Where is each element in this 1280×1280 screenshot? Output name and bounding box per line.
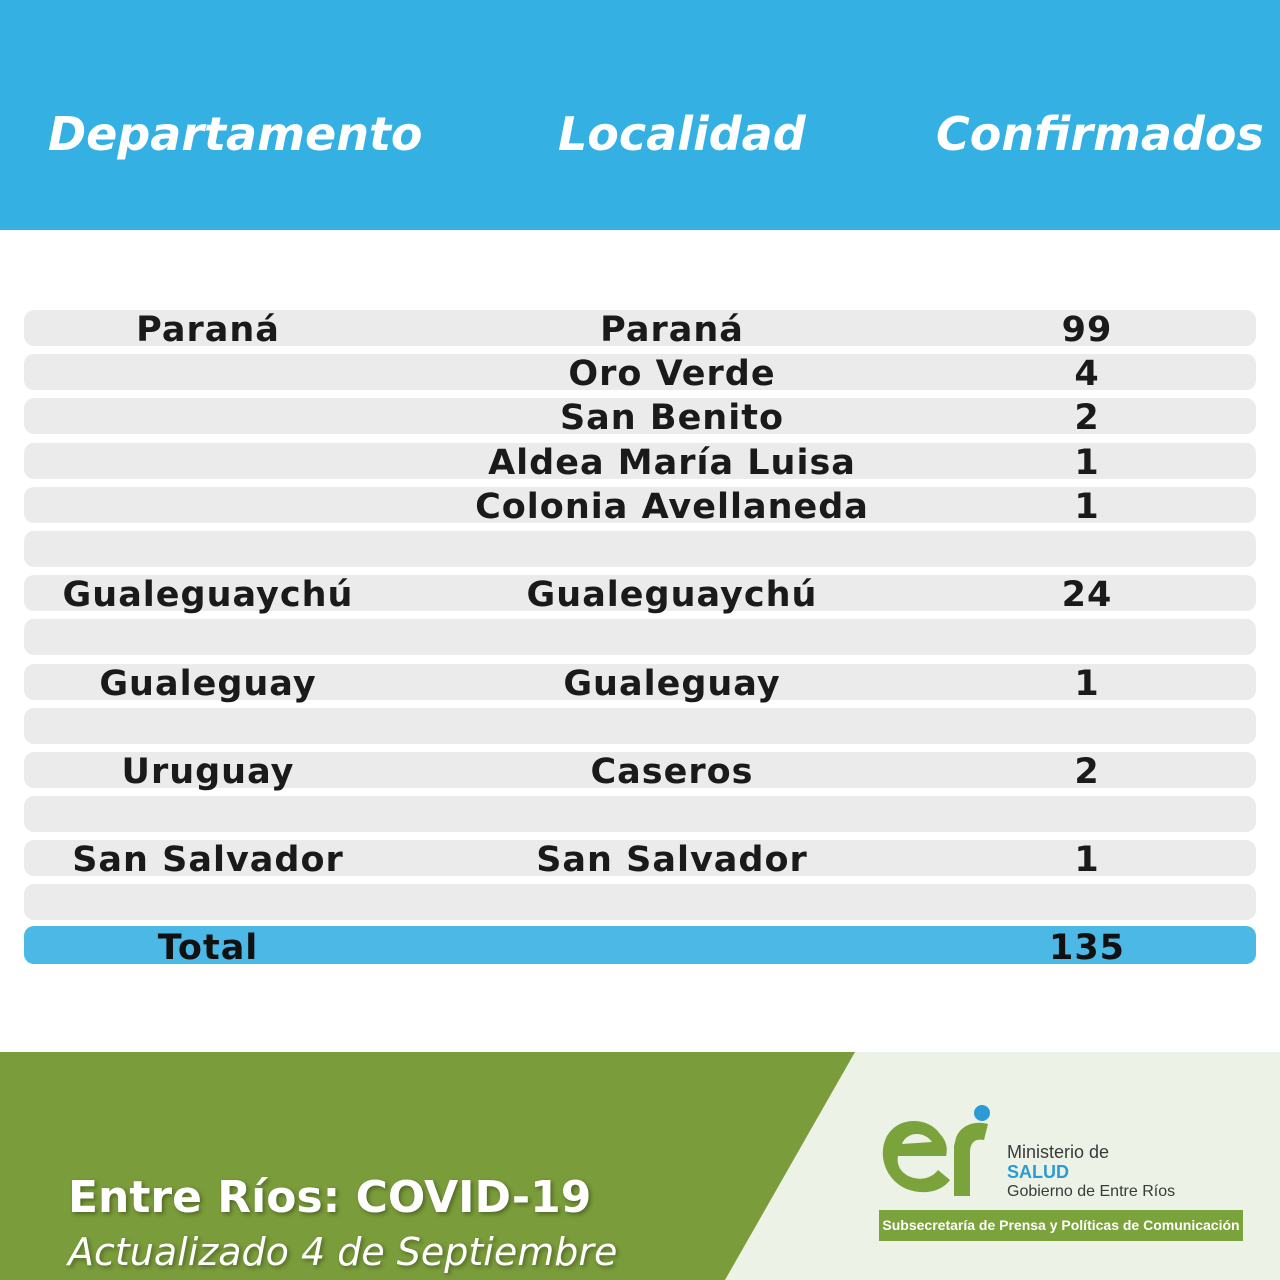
total-value: 135 [1048, 928, 1126, 968]
cell-localidad: Caseros [590, 751, 754, 792]
cell-departamento: Paraná [136, 310, 280, 350]
cell-departamento [24, 708, 392, 744]
table-row [24, 398, 1256, 439]
cell-localidad [392, 531, 952, 567]
cell-confirmados: 2 [1074, 751, 1100, 792]
cell-localidad [392, 619, 952, 655]
cell-confirmados [994, 796, 1180, 832]
cell-confirmados [994, 619, 1180, 655]
cell-confirmados: 24 [1061, 575, 1113, 616]
table-row [24, 884, 1256, 920]
cell-departamento [24, 487, 392, 523]
header-localidad: Localidad [558, 107, 806, 161]
ministry-line-1: Ministerio de [1007, 1142, 1110, 1162]
total-label: Total [157, 928, 259, 968]
cell-localidad: Gualeguaychú [526, 575, 818, 616]
table-row [24, 442, 1256, 483]
cell-departamento [24, 884, 392, 920]
cell-departamento: Gualeguay [99, 663, 317, 704]
footer-subtitle: Actualizado 4 de Septiembre [68, 1230, 618, 1274]
cases-table [24, 310, 1256, 929]
table-row [24, 310, 1256, 350]
ministry-line-2: SALUD [1007, 1162, 1069, 1182]
cell-confirmados: 4 [1074, 354, 1100, 395]
cell-localidad: Oro Verde [568, 354, 776, 395]
table-row [24, 354, 1256, 395]
cell-confirmados: 1 [1074, 663, 1100, 704]
cell-confirmados [994, 708, 1180, 744]
header-confirmados: Confirmados [936, 107, 1264, 161]
cell-departamento [24, 443, 392, 479]
cell-confirmados: 1 [1074, 840, 1100, 881]
cell-confirmados: 99 [1061, 310, 1113, 350]
table-row [24, 575, 1256, 616]
cell-localidad: Aldea María Luisa [488, 442, 856, 483]
cell-confirmados [994, 884, 1180, 920]
cell-confirmados [994, 531, 1180, 567]
cell-localidad: San Benito [559, 398, 785, 439]
footer-banner [0, 1052, 1280, 1280]
table-row [24, 751, 1256, 792]
cell-departamento: Uruguay [121, 751, 295, 792]
subsecretaria-bar: Subsecretaría de Prensa y Políticas de Comunicación [879, 1210, 1243, 1241]
table-header [0, 0, 1280, 230]
table-row [24, 840, 1256, 881]
ministry-line-3: Gobierno de Entre Ríos [1007, 1183, 1176, 1200]
cell-confirmados: 2 [1074, 398, 1100, 439]
table-row [24, 708, 1256, 744]
cell-departamento [24, 619, 392, 655]
cell-localidad: Paraná [600, 310, 744, 350]
cell-confirmados: 1 [1074, 486, 1100, 527]
cell-departamento [24, 796, 392, 832]
cell-confirmados: 1 [1074, 442, 1100, 483]
cell-localidad [392, 796, 952, 832]
total-row [24, 926, 1256, 968]
cell-localidad [392, 708, 952, 744]
cell-departamento [24, 531, 392, 567]
cell-departamento: San Salvador [72, 840, 344, 881]
table-row [24, 531, 1256, 567]
cell-localidad: Gualeguay [563, 663, 781, 704]
cell-departamento [24, 398, 392, 434]
table-row [24, 796, 1256, 832]
cell-localidad: Colonia Avellaneda [475, 486, 869, 527]
footer-title: Entre Ríos: COVID-19 [68, 1172, 592, 1223]
table-row [24, 619, 1256, 655]
table-row [24, 663, 1256, 704]
table-row [24, 486, 1256, 527]
er-logo-icon [878, 1104, 1004, 1204]
header-departamento: Departamento [48, 107, 423, 161]
cell-departamento: Gualeguaychú [62, 575, 354, 616]
cell-localidad [392, 884, 952, 920]
cell-localidad: San Salvador [536, 840, 808, 881]
cell-departamento [24, 354, 392, 390]
